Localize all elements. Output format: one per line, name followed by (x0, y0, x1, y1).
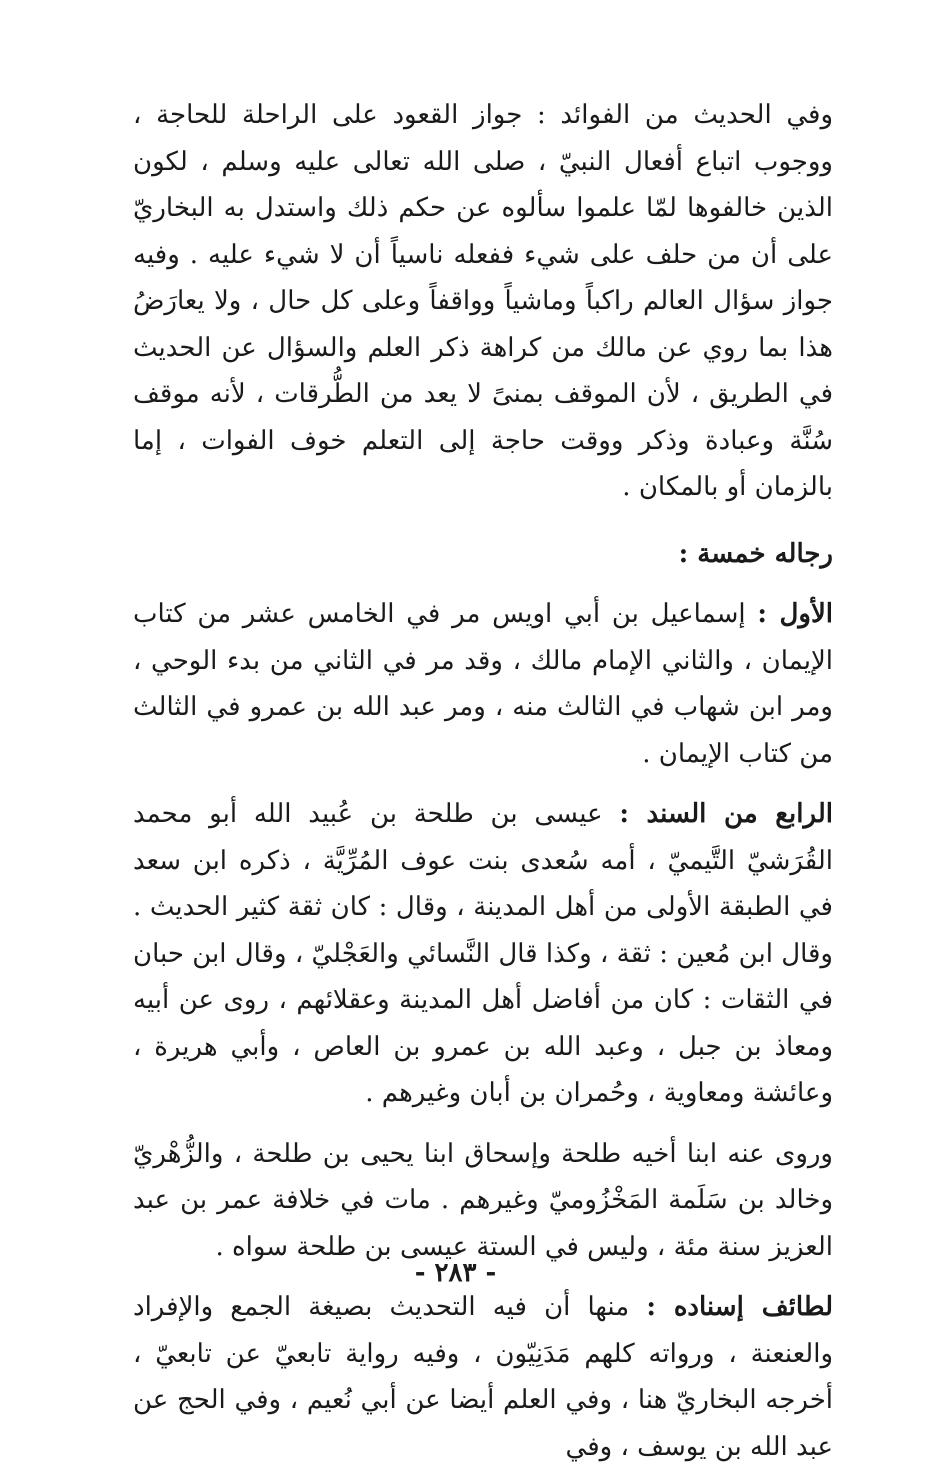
paragraph-subtleties-text: منها أن فيه التحديث بصيغة الجمع والإفراد والعنعنة ، ورواته كلهم مَدَنِيّون ، وفيه رواية تابعيّ عن تابعيّ ، أخرجه البخاريّ هنا ، وفي العلم أيضا عن أبي نُعيم ، وفي الحج عن عبد الله بن يوسف ، وفي (133, 1292, 833, 1462)
paragraph-first-text: إسماعيل بن أبي اويس مر في الخامس عشر من كتاب الإيمان ، والثاني الإمام مالك ، وقد مر في الثاني من بدء الوحي ، ومر ابن شهاب في الثالث منه ، ومر عبد الله بن عمرو في الثالث من كتاب الإيمان . (133, 599, 833, 769)
lead-fourth: الرابع من السند : (619, 799, 834, 829)
paragraph-fourth-text: عيسى بن طلحة بن عُبيد الله أبو محمد القُرَشيّ التَّيميّ ، أمه سُعدى بنت عوف المُرِّيَّة ، ذكره ابن سعد في الطبقة الأولى من أهل المدينة ، وقال : كان ثقة كثير الحديث . وقال ابن مُعين : ثقة ، وكذا قال النَّسائي والعَجْليّ ، وقال ابن حبان في الثقات : كان من أفاضل أهل المدينة وعقلائهم ، روى عن أبيه ومعاذ بن جبل ، وعبد الله بن عمرو بن العاص ، وأبي هريرة ، وعائشة ومعاوية ، وحُمران بن أبان وغيرهم . (133, 799, 833, 1108)
paragraph-first-narrator (133, 591, 833, 777)
page-number: - ٢٨٣ - (414, 1258, 497, 1288)
paragraph-benefits: وفي الحديث من الفوائد : جواز القعود على الراحلة للحاجة ، ووجوب اتباع أفعال النبيّ ، صلى الله تعالى عليه وسلم ، لكون الذين خالفوها لمّا علموا سألوه عن حكم ذلك واستدل به البخاريّ على أن من حلف على شيء ففعله ناسياً أن لا شيء عليه . وفيه جواز سؤال العالم راكباً وماشياً وواقفاً وعلى كل حال ، ولا يعارَضُ هذا بما روي عن مالك من كراهة ذكر العلم والسؤال عن الحديث في الطريق ، لأن الموقف بمنىً لا يعد من الطُّرقات ، لأنه موقف سُنَّة وعبادة وذكر ووقت حاجة إلى التعلم خوف الفوات ، إما بالزمان أو بالمكان . (133, 100, 833, 502)
lead-first: الأول : (757, 599, 833, 629)
paragraph-fourth-narrator (133, 791, 833, 1117)
paragraph-chain-subtleties (133, 1284, 833, 1470)
paragraph-narrated-from-him: وروى عنه ابنا أخيه طلحة وإسحاق ابنا يحيى بن طلحة ، والزُّهْريّ وخالد بن سَلَمة المَخْزُوميّ وغيرهم . مات في خلافة عمر بن عبد العزيز سنة مئة ، وليس في الستة عيسى بن طلحة سواه . (133, 1138, 833, 1262)
lead-subtleties: لطائف إسناده : (646, 1292, 834, 1322)
section-heading-narrators: رجاله خمسة : (678, 538, 833, 569)
